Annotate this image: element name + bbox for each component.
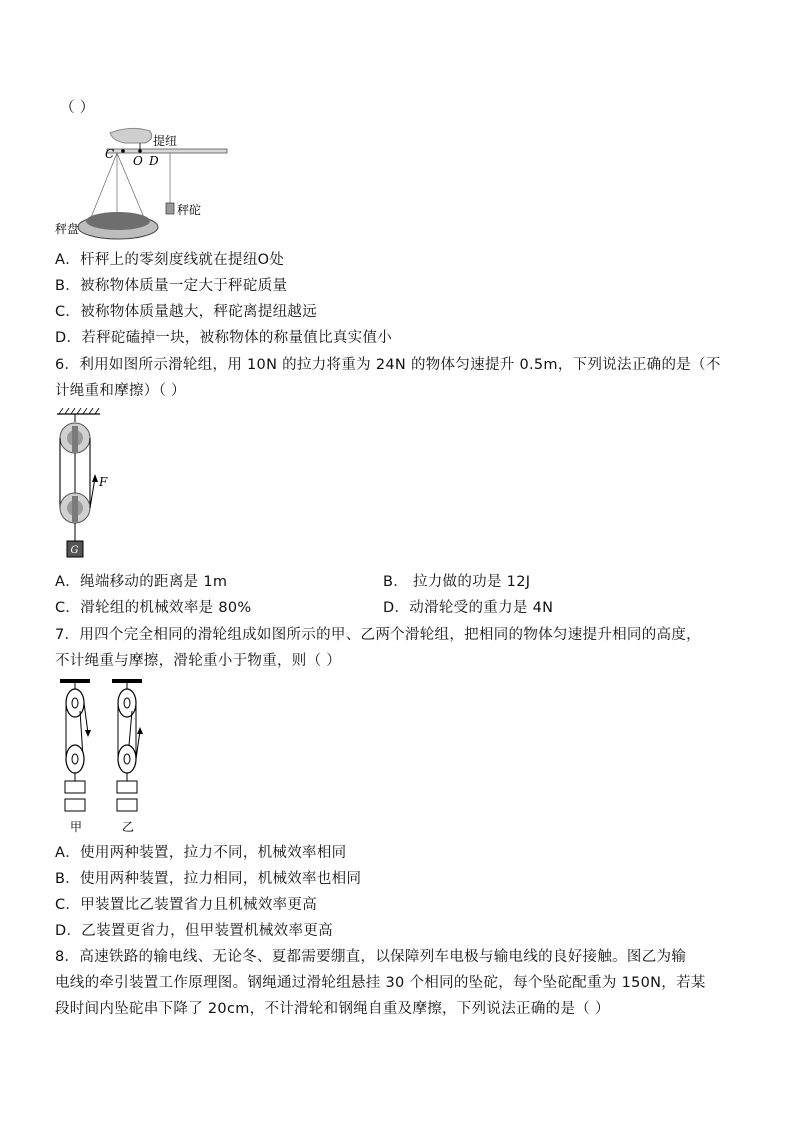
q6-option-d: D．动滑轮受的重力是 4N: [383, 600, 554, 616]
q7-option-c: C．甲装置比乙装置省力且机械效率更高: [55, 897, 318, 913]
q6-option-b: B． 拉力做的功是 12J: [383, 574, 531, 590]
q5-option-a: A．杆秤上的零刻度线就在提纽O处: [55, 252, 285, 268]
q8-stem-line1: 8．高速铁路的输电线、无论冬、夏都需要绷直，以保障列车电极与输电线的良好接触。图乙为输: [55, 949, 687, 965]
q5-option-d: D．若秤砣磕掉一块，被称物体的称量值比真实值小: [55, 330, 393, 346]
label-yi: 乙: [122, 820, 135, 834]
q7-stem-line1: 7．用四个完全相同的滑轮组成如图所示的甲、乙两个滑轮组，把相同的物体匀速提升相同的高度，: [55, 627, 701, 643]
label-o: O: [133, 154, 143, 168]
q8-stem-line2: 电线的牵引装置工作原理图。钢绳通过滑轮组悬挂 30 个相同的坠砣，每个坠砣配重为 150N，若某: [55, 975, 706, 991]
label-f: F: [99, 475, 108, 489]
label-d: D: [149, 154, 159, 168]
q5-option-c: C．被称物体质量越大，秤砣离提纽越远: [55, 304, 318, 320]
label-g: G: [70, 545, 79, 556]
q6-stem-line2: 计绳重和摩擦）（ ）: [55, 383, 186, 399]
q7-stem-line2: 不计绳重与摩擦，滑轮重小于物重，则（ ）: [55, 653, 342, 669]
label-tizu: 提纽: [153, 134, 178, 148]
label-chengpan: 秤盘: [55, 222, 80, 236]
pulley-figure-q6: [55, 408, 135, 563]
q5-answer-bracket: （ ）: [60, 100, 95, 116]
q6-option-a: A．绳端移动的距离是 1m: [55, 574, 228, 590]
q7-option-b: B．使用两种装置，拉力相同，机械效率也相同: [55, 871, 362, 887]
q8-stem-line3: 段时间内坠砣串下降了 20cm，不计滑轮和钢绳自重及摩擦，下列说法正确的是（ ）: [55, 1001, 610, 1017]
q6-stem-line1: 6．利用如图所示滑轮组，用 10N 的拉力将重为 24N 的物体匀速提升 0.5m，下列说法正确的是（不: [55, 357, 721, 373]
q6-option-c: C．滑轮组的机械效率是 80%: [55, 600, 252, 616]
q7-option-d: D．乙装置更省力，但甲装置机械效率更高: [55, 923, 333, 939]
q7-option-a: A．使用两种装置，拉力不同，机械效率相同: [55, 845, 347, 861]
steelyard-figure: [55, 125, 235, 240]
q5-option-b: B．被称物体质量一定大于秤砣质量: [55, 278, 288, 294]
pulley-figure-q7: [58, 675, 158, 840]
label-c: C: [105, 147, 115, 161]
label-chengtuo: 秤砣: [177, 203, 202, 217]
label-jia: 甲: [70, 820, 83, 834]
